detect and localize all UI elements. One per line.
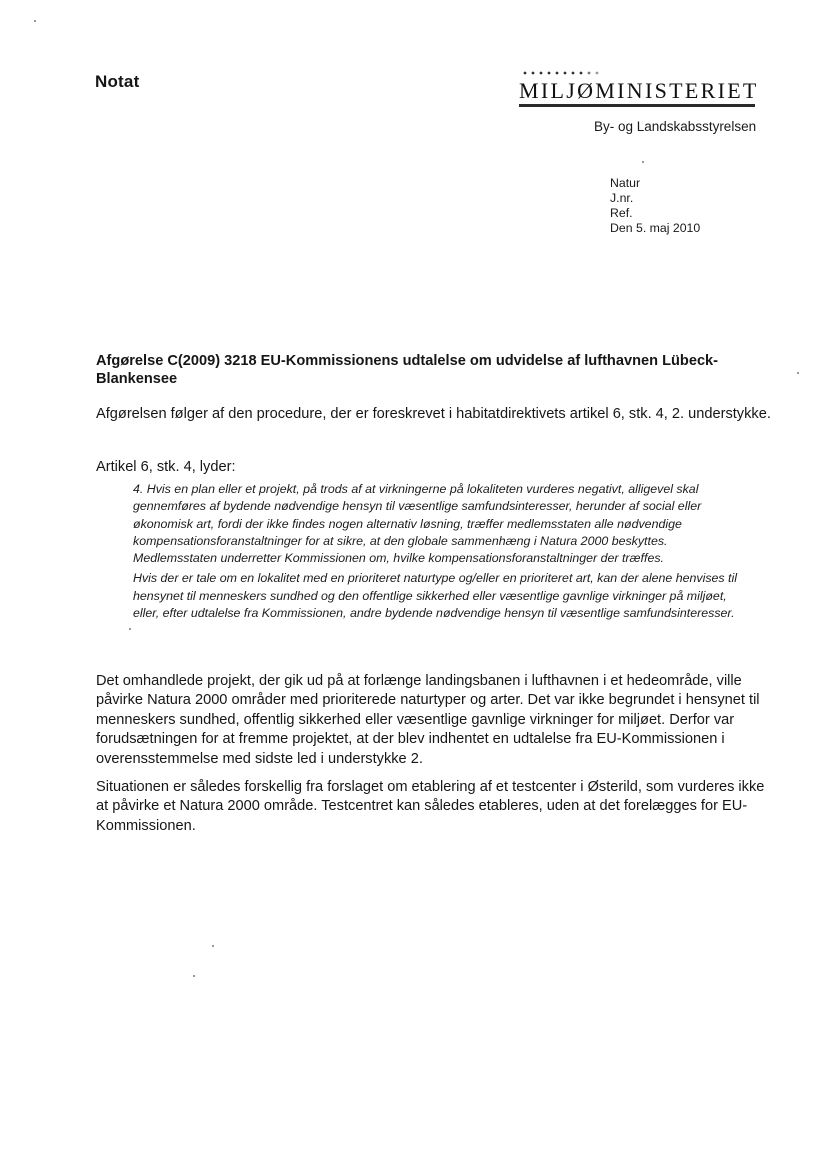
scan-speck [129, 628, 131, 630]
journal-number-label: J.nr. [610, 191, 634, 205]
intro-paragraph: Afgørelsen følger af den procedure, der er foreskrevet i habitatdirektivets artikel 6, stk. 4, 2. understykke. [96, 406, 771, 422]
article-quote [133, 481, 741, 625]
article-label: Artikel 6, stk. 4, lyder: [96, 459, 236, 475]
scan-speck [193, 975, 195, 977]
ministry-logo: MILJØMINISTERIET [519, 78, 759, 103]
document-date: Den 5. maj 2010 [610, 221, 701, 235]
scan-speck [212, 945, 214, 947]
document-title: Afgørelse C(2009) 3218 EU-Kommissionens udtalelse om udvidelse af lufthavnen Lübeck-Blankensee [96, 353, 719, 387]
scan-speck [797, 372, 799, 374]
logo-underline-divider [519, 104, 755, 107]
quote-paragraph-1: 4. Hvis en plan eller et projekt, på trods af at virkningerne på lokaliteten vurderes negativt, alligevel skal gennemføres af bydende nødvendige hensyn til væsentlige samfundsinteresser, herunder af social eller økonomisk art, fordi der ikke findes nogen alternativ løsning, træffer medlemsstaten alle nødvendige kompensationsforanstaltninger for at sikre, at den globale sammenhæng i Natura 2000 beskyttes. Medlemsstaten underretter Kommissionen om, hvilke kompensationsforanstaltninger der træffes. [133, 482, 702, 566]
scan-speck [642, 161, 644, 163]
scan-speck [34, 20, 36, 22]
quote-paragraph-2: Hvis der er tale om en lokalitet med en prioriteret naturtype og/eller en prioriteret art, kan der alene henvises til hensynet til menneskers sundhed og den offentlige sikkerhed eller væsentlige gavnlige virkninger på miljøet, eller, efter udtalelse fra Kommissionen, andre bydende nødvendige hensyn til væsentlige samfundsinteresser. [133, 571, 738, 621]
document-metadata [610, 176, 700, 236]
logo-dots-decoration [523, 70, 603, 76]
project-paragraph: Det omhandlede projekt, der gik ud på at forlænge landingsbanen i lufthavnen i et hedeområde, ville påvirke Natura 2000 områder med prioriterede naturtyper og arter. Det var ikke begrundet i hensynet til menneskers sundhed, offentlig sikkerhed eller væsentlige gavnlige virkninger for miljøet. Derfor var forudsætningen for at fremme projektet, at der blev indhentet en udtalelse fra EU-Kommissionen i overensstemmelse med sidste led i understykke 2. [96, 673, 760, 767]
reference-label: Ref. [610, 206, 633, 220]
situation-paragraph: Situationen er således forskellig fra forslaget om etablering af et testcenter i Østerild, som vurderes ikke at påvirke et Natura 2000 område. Testcentret kan således etableres, uden at det forelægges for EU-Kommissionen. [96, 779, 765, 834]
agency-name: By- og Landskabsstyrelsen [594, 119, 757, 134]
department-label: Natur [610, 176, 641, 190]
document-type-label: Notat [95, 72, 140, 91]
